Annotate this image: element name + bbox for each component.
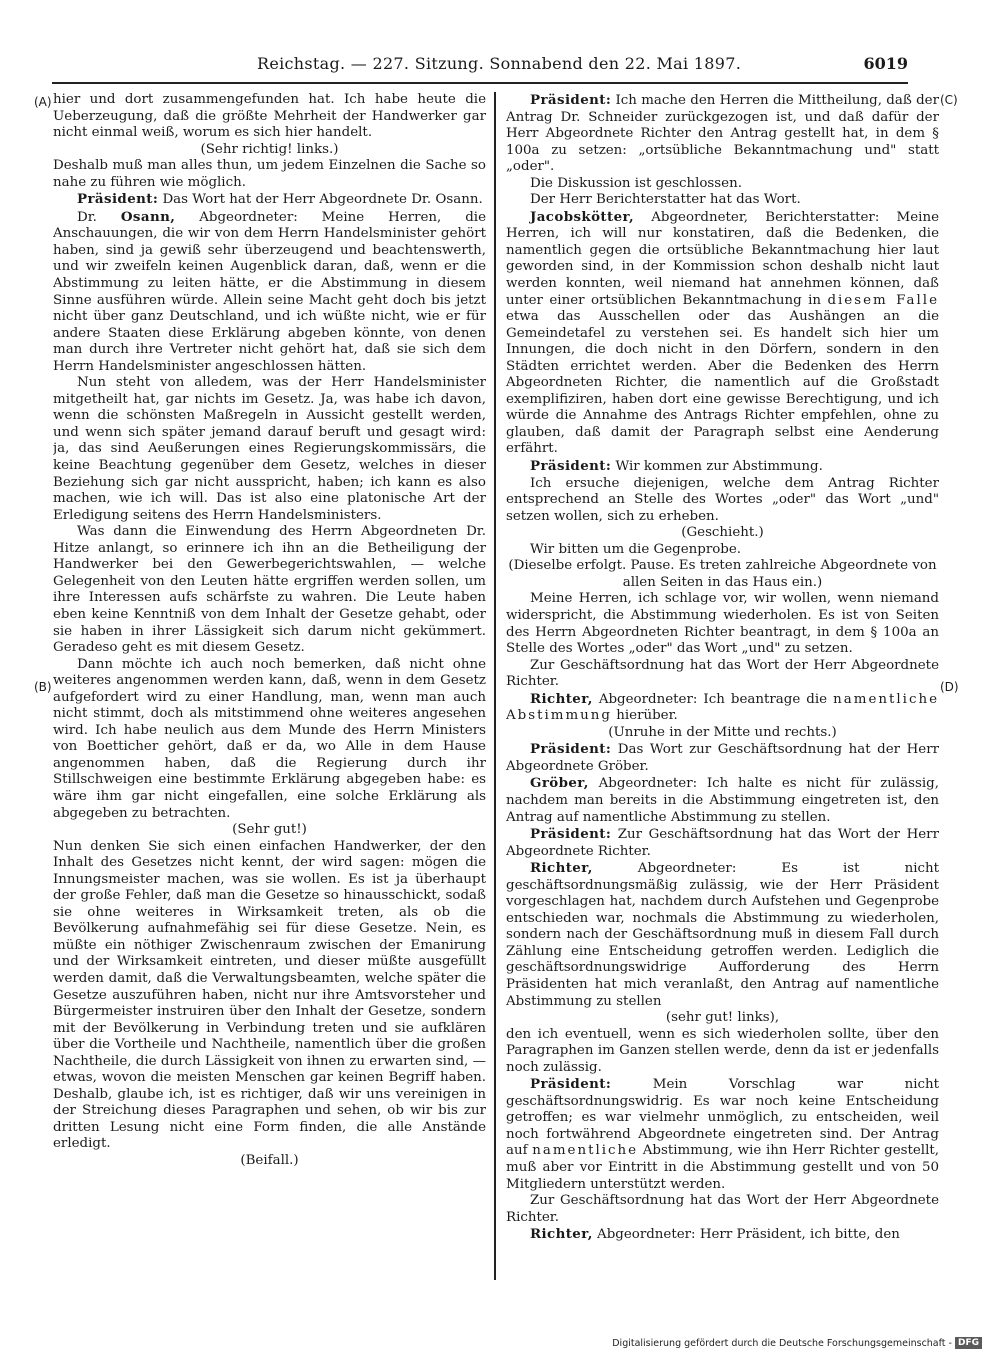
speaker-name: Richter, [530, 690, 593, 707]
speech-text: Das Wort zur Geschäftsordnung hat der Herr Abgeordnete Gröber. [506, 742, 939, 774]
speech-text: Wir kommen zur Abstimmung. [611, 459, 823, 475]
speaker-name: Präsident: [530, 741, 612, 758]
speech-text: hierüber. [612, 708, 678, 724]
speech-paragraph [53, 209, 486, 375]
paragraph: Zur Geschäftsordnung hat das Wort der Herr Abgeordnete Richter. [506, 657, 939, 690]
page-header [52, 50, 908, 84]
emphasis-text: namentliche Abstimmung [506, 691, 939, 724]
speaker-name: Präsident: [530, 458, 612, 475]
speaker-name: Gröber, [530, 775, 589, 792]
speaker-title: Dr. [77, 209, 121, 225]
right-column [506, 92, 939, 1280]
paragraph: Zur Geschäftsordnung hat das Wort der Herr Abgeordnete Richter. [506, 1193, 939, 1225]
speech-text: Abstimmung, wie ihn Herr Richter gestellt, muß aber vor Eintritt in die Abstimmung gestellt und von 50 Mitgliedern unterstützt werden. [506, 1143, 939, 1192]
speaker-name: Präsident: [530, 92, 612, 108]
speech-text: Abgeordneter: Herr Präsident, ich bitte, den [592, 1227, 900, 1243]
speech-paragraph [506, 741, 939, 775]
speaker-name: Richter, [530, 860, 593, 877]
paragraph: Was dann die Einwendung des Herrn Abgeordneten Dr. Hitze anlangt, so erinnere ich ihn an die Betheiligung der Handwerker bei den Gewerbegerichtswahlen, — welche Gelegenheit von den Leuten hätte ergriffen werden sollen, um ihre Interessen aufs schärfste zu wahren. Die Leute haben eben keine Kenntniß von dem Inhalt der Gesetze gehabt, oder sie haben in ihrer Lässigkeit sich darum nicht gekümmert. Geradeso geht es mit diesem Gesetz. [53, 524, 486, 656]
speaker-name: Richter, [530, 1226, 593, 1243]
interjection: (Unruhe in der Mitte und rechts.) [608, 724, 837, 740]
speech-text: Abgeordneter: Ich halte es nicht für zulässig, nachdem man bereits in die Abstimmung eingetreten ist, den Antrag auf namentliche Abstimmung zu stellen. [506, 776, 939, 825]
paragraph: Deshalb muß man alles thun, um jedem Einzelnen die Sache so nahe zu führen wie möglich. [53, 158, 486, 190]
speech-text: Abgeordneter, Berichterstatter: Meine Herren, ich will nur konstatiren, daß die Bedenken, die namentlich gegen die ortsübliche Bekanntmachung hier laut geworden sind, in der Kommission schon deshalb nicht laut werden konnten, weil niemand hat annehmen können, daß unter einer ortsüblichen Bekanntmachung in [506, 209, 939, 308]
running-title: Reichstag. — 227. Sitzung. Sonnabend den 22. Mai 1897. [257, 54, 742, 73]
interjection: (Sehr richtig! links.) [200, 141, 339, 157]
speech-text: Zur Geschäftsordnung hat das Wort der Herr Abgeordnete Richter. [506, 827, 939, 859]
dfg-logo-icon: DFG [955, 1337, 982, 1349]
speech-paragraph [506, 775, 939, 826]
margin-marker-c: (C) [940, 93, 958, 107]
speech-paragraph [53, 191, 486, 209]
speech-paragraph [506, 92, 939, 176]
paragraph: Meine Herren, ich schlage vor, wir wollen, wenn niemand widerspricht, die Abstimmung wiederholen. Es ist von Seiten des Herrn Abgeordneten Richter beantragt, in dem § 100a an Stelle des Wortes „oder" das Wort „und" zu setzen. [506, 591, 939, 657]
column-divider [494, 92, 496, 1280]
left-column [53, 92, 486, 1280]
paragraph: Der Herr Berichterstatter hat das Wort. [530, 192, 801, 208]
margin-marker-d: (D) [940, 680, 959, 694]
speaker-name: Jacobskötter, [530, 208, 635, 225]
speaker-name: Osann, [120, 208, 176, 225]
footer-credit [612, 1336, 982, 1350]
speech-paragraph [506, 691, 939, 725]
paragraph: Wir bitten um die Gegenprobe. [530, 541, 742, 557]
speech-paragraph [506, 1076, 939, 1193]
speech-text: Abgeordneter: Ich beantrage die [592, 691, 834, 707]
margin-marker-a: (A) [34, 95, 52, 109]
interjection: (Dieselbe erfolgt. Pause. Es treten zahlreiche Abgeordnete von allen Seiten in das Haus ein.) [508, 558, 937, 590]
speech-text: Ich mache den Herren die Mittheilung, daß der Antrag Dr. Schneider zurückgezogen ist, und daß dafür der Herr Abgeordnete Richter den Antrag gestellt hat, in dem § 100a zu setzen: „ortsübliche Bekanntmachung und" statt „oder". [506, 93, 939, 175]
page-number: 6019 [863, 54, 908, 73]
speech-text: Abgeordneter: Es ist nicht geschäftsordnungsmäßig zulässig, wie der Herr Präsident vorgeschlagen hat, nachdem durch Aufstehen und Gegenprobe entschieden war, nochmals die Abstimmung zu wiederholen, sondern nach der Geschäftsordnung muß in diesem Fall durch Zählung eine Entscheidung getroffen werden. Lediglich die geschäftsordnungswidrige Aufforderung des Herrn Präsidenten hat mich veranlaßt, den Antrag auf namentliche Abstimmung zu stellen [506, 861, 939, 1009]
speaker-name: Präsident: [530, 1076, 612, 1093]
paragraph: Nun denken Sie sich einen einfachen Handwerker, der den Inhalt des Gesetzes nicht kennt, der wird sagen: mögen die Innungsmeister machen, was sie wollen. Es ist ja überhaupt der große Fehler, daß man die Gesetze so hinausschickt, sodaß sie ohne weiteres in Wirksamkeit treten, als ob die Bevölkerung aufnahmefähig sei für diese Gesetze. Nein, es müßte ein nöthiger Zwischenraum zwischen der Emanirung und der Wirksamkeit eintreten, und dieser müßte ausgefüllt werden damit, daß die Verwaltungsbeamten, welche später die Gesetze auszuführen haben, nicht nur ihre Amtsvorsteher und Bürgermeister instruiren über den Inhalt der Gesetze, sondern mit der Bevölkerung in Verbindung treten und sie aufklären über die Vortheile und Nachtheile, namentlich über die großen Nachtheile, die durch Lässigkeit von ihnen zu erwarten sind, — etwas, wovon die meisten Menschen gar keinen Begriff haben. Deshalb, glaube ich, ist es richtiger, daß wir uns vereinigen in der Streichung dieses Paragraphen und sehen, ob wir bis zur dritten Lesung nicht eine Form finden, die alle Anstände erledigt. [53, 838, 486, 1152]
speech-text: Das Wort hat der Herr Abgeordnete Dr. Osann. [158, 192, 483, 208]
speech-text: Mein Vorschlag war nicht geschäftsordnungswidrig. Es war noch keine Entscheidung getroffen; es war vielmehr unmöglich, zu entscheiden, weil noch fortwährend Abgeordnete eingetreten sind. Der Antrag auf [506, 1077, 939, 1159]
speech-text: etwa das Ausschellen oder das Aushängen an die Gemeindetafel zu verstehen sei. Es handelt sich hier um Innungen, die doch nicht in den Dörfern, sondern in den Städten errichtet werden. Aber die Bedenken des Herrn Abgeordneten Richter, die namentlich auf die Großstadt exemplifiziren, haben dort eine gewisse Berechtigung, und ich würde die Annahme des Antrags Richter empfehlen, ohne zu glauben, daß damit der Paragraph selbst eine Aenderung erfährt. [506, 309, 939, 457]
paragraph: Nun steht von alledem, was der Herr Handelsminister mitgetheilt hat, gar nichts im Gesetz. Ja, was habe ich davon, wenn die schönsten Maßregeln in Aussicht gestellt werden, und wenn sich später jemand darauf beruft und gesagt wird: ja, das sind Aeußerungen eines Regierungskommissärs, die keine Beachtung gegenüber dem Gesetz, welches in dieser Beziehung sich gar nicht ausspricht, haben; ich kann es also machen, wie ich will. Das ist also eine platonische Art der Erledigung seitens des Herrn Handelsministers. [53, 375, 486, 523]
emphasis-text: diesem Falle [827, 292, 939, 308]
speech-paragraph [506, 209, 939, 458]
margin-marker-b: (B) [34, 680, 52, 694]
speech-paragraph [506, 826, 939, 860]
paragraph: den ich eventuell, wenn es sich wiederholen sollte, über den Paragraphen im Ganzen stellen werde, denn da ist er jedenfalls noch zulässig. [506, 1026, 939, 1075]
interjection: (Sehr gut!) [232, 822, 307, 838]
footer-text: Digitalisierung gefördert durch die Deutsche Forschungsgemeinschaft - [612, 1337, 952, 1349]
speaker-name: Präsident: [530, 826, 612, 843]
speech-text: Abgeordneter: Meine Herren, die Anschauungen, die wir von dem Herrn Handelsminister gehört haben, sind ja gewiß sehr überzeugend und beachtenswerth, und wir zweifeln keinen Augenblick daran, daß, wenn er die Abstimmung zu leiten hätte, er die Abstimmung in diesem Sinne ausführen würde. Allein seine Macht geht doch bis jetzt nicht über ganz Deutschland, und ich wüßte nicht, wie er für andere Staaten diese Erklärung abgeben könnte, von denen man durch ihre Vertreter nicht gehört hat, daß sie sich dem Herrn Handelsminister angeschlossen hätten. [53, 209, 486, 374]
paragraph: Die Diskussion ist geschlossen. [530, 175, 742, 191]
emphasis-text: namentliche [532, 1143, 639, 1159]
speech-paragraph [506, 458, 939, 476]
speech-paragraph [506, 860, 939, 1010]
paragraph: Ich ersuche diejenigen, welche dem Antrag Richter entsprechend an Stelle des Wortes „oder" das Wort „und" setzen wollen, sich zu erheben. [506, 475, 939, 524]
speech-paragraph [506, 1226, 939, 1244]
paragraph: hier und dort zusammengefunden hat. Ich habe heute die Ueberzeugung, daß die größte Mehrheit der Handwerker gar nicht einmal weiß, worum es sich hier handelt. [53, 92, 486, 141]
paragraph: Dann möchte ich auch noch bemerken, daß nicht ohne weiteres angenommen werden kann, daß, wenn in dem Gesetz aufgefordert wird zu einer Handlung, man, wenn man auch nicht stimmt, doch als mitstimmend ohne weiteres angesehen wird. Ich habe neulich aus dem Munde des Herrn Ministers von Boetticher gehört, daß er da, wo Alle in dem Hause angenommen haben, daß die Regierung durch ihr Stillschweigen eine bestimmte Erklärung abgegeben habe: es wäre ihm gar nicht eingefallen, eine solche Erklärung als abgegeben zu betrachten. [53, 656, 486, 821]
interjection: (Beifall.) [240, 1153, 299, 1168]
speaker-name: Präsident: [77, 191, 159, 208]
interjection: (sehr gut! links), [665, 1010, 780, 1026]
interjection: (Geschieht.) [681, 525, 764, 541]
